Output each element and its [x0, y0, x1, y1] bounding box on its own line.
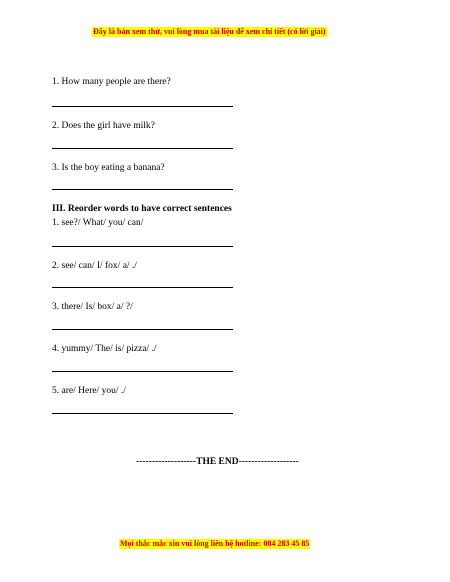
answer-line-r4: [52, 371, 233, 372]
answer-line-q2: [52, 148, 233, 149]
answer-line-r1: [52, 246, 233, 247]
question-3: 3. Is the boy eating a banana?: [52, 163, 165, 173]
section-title: III. Reorder words to have correct sentences: [52, 204, 232, 214]
answer-line-r5: [52, 413, 233, 414]
reorder-item-1: 1. see?/ What/ you/ can/: [52, 218, 144, 228]
question-2: 2. Does the girl have milk?: [52, 121, 155, 131]
the-end-marker: -------------------THE END-------------------: [136, 457, 299, 467]
question-1: 1. How many people are there?: [52, 77, 171, 87]
answer-line-r2: [52, 287, 233, 288]
answer-line-q3: [52, 189, 233, 190]
preview-notice: Đây là bản xem thử, vui lòng mua tài liệu để xem chi tiết (có lời giải): [93, 27, 326, 36]
answer-line-r3: [52, 329, 233, 330]
reorder-item-3: 3. there/ Is/ box/ a/ ?/: [52, 302, 133, 312]
hotline-notice: Mọi thắc mắc xin vui lòng liên hệ hotline: 084 283 45 85: [120, 539, 310, 548]
reorder-item-4: 4. yummy/ The/ is/ pizza/ ./: [52, 344, 157, 354]
reorder-item-2: 2. see/ can/ I/ fox/ a/ ./: [52, 261, 137, 271]
reorder-item-5: 5. are/ Here/ you/ ./: [52, 386, 126, 396]
answer-line-q1: [52, 106, 233, 107]
